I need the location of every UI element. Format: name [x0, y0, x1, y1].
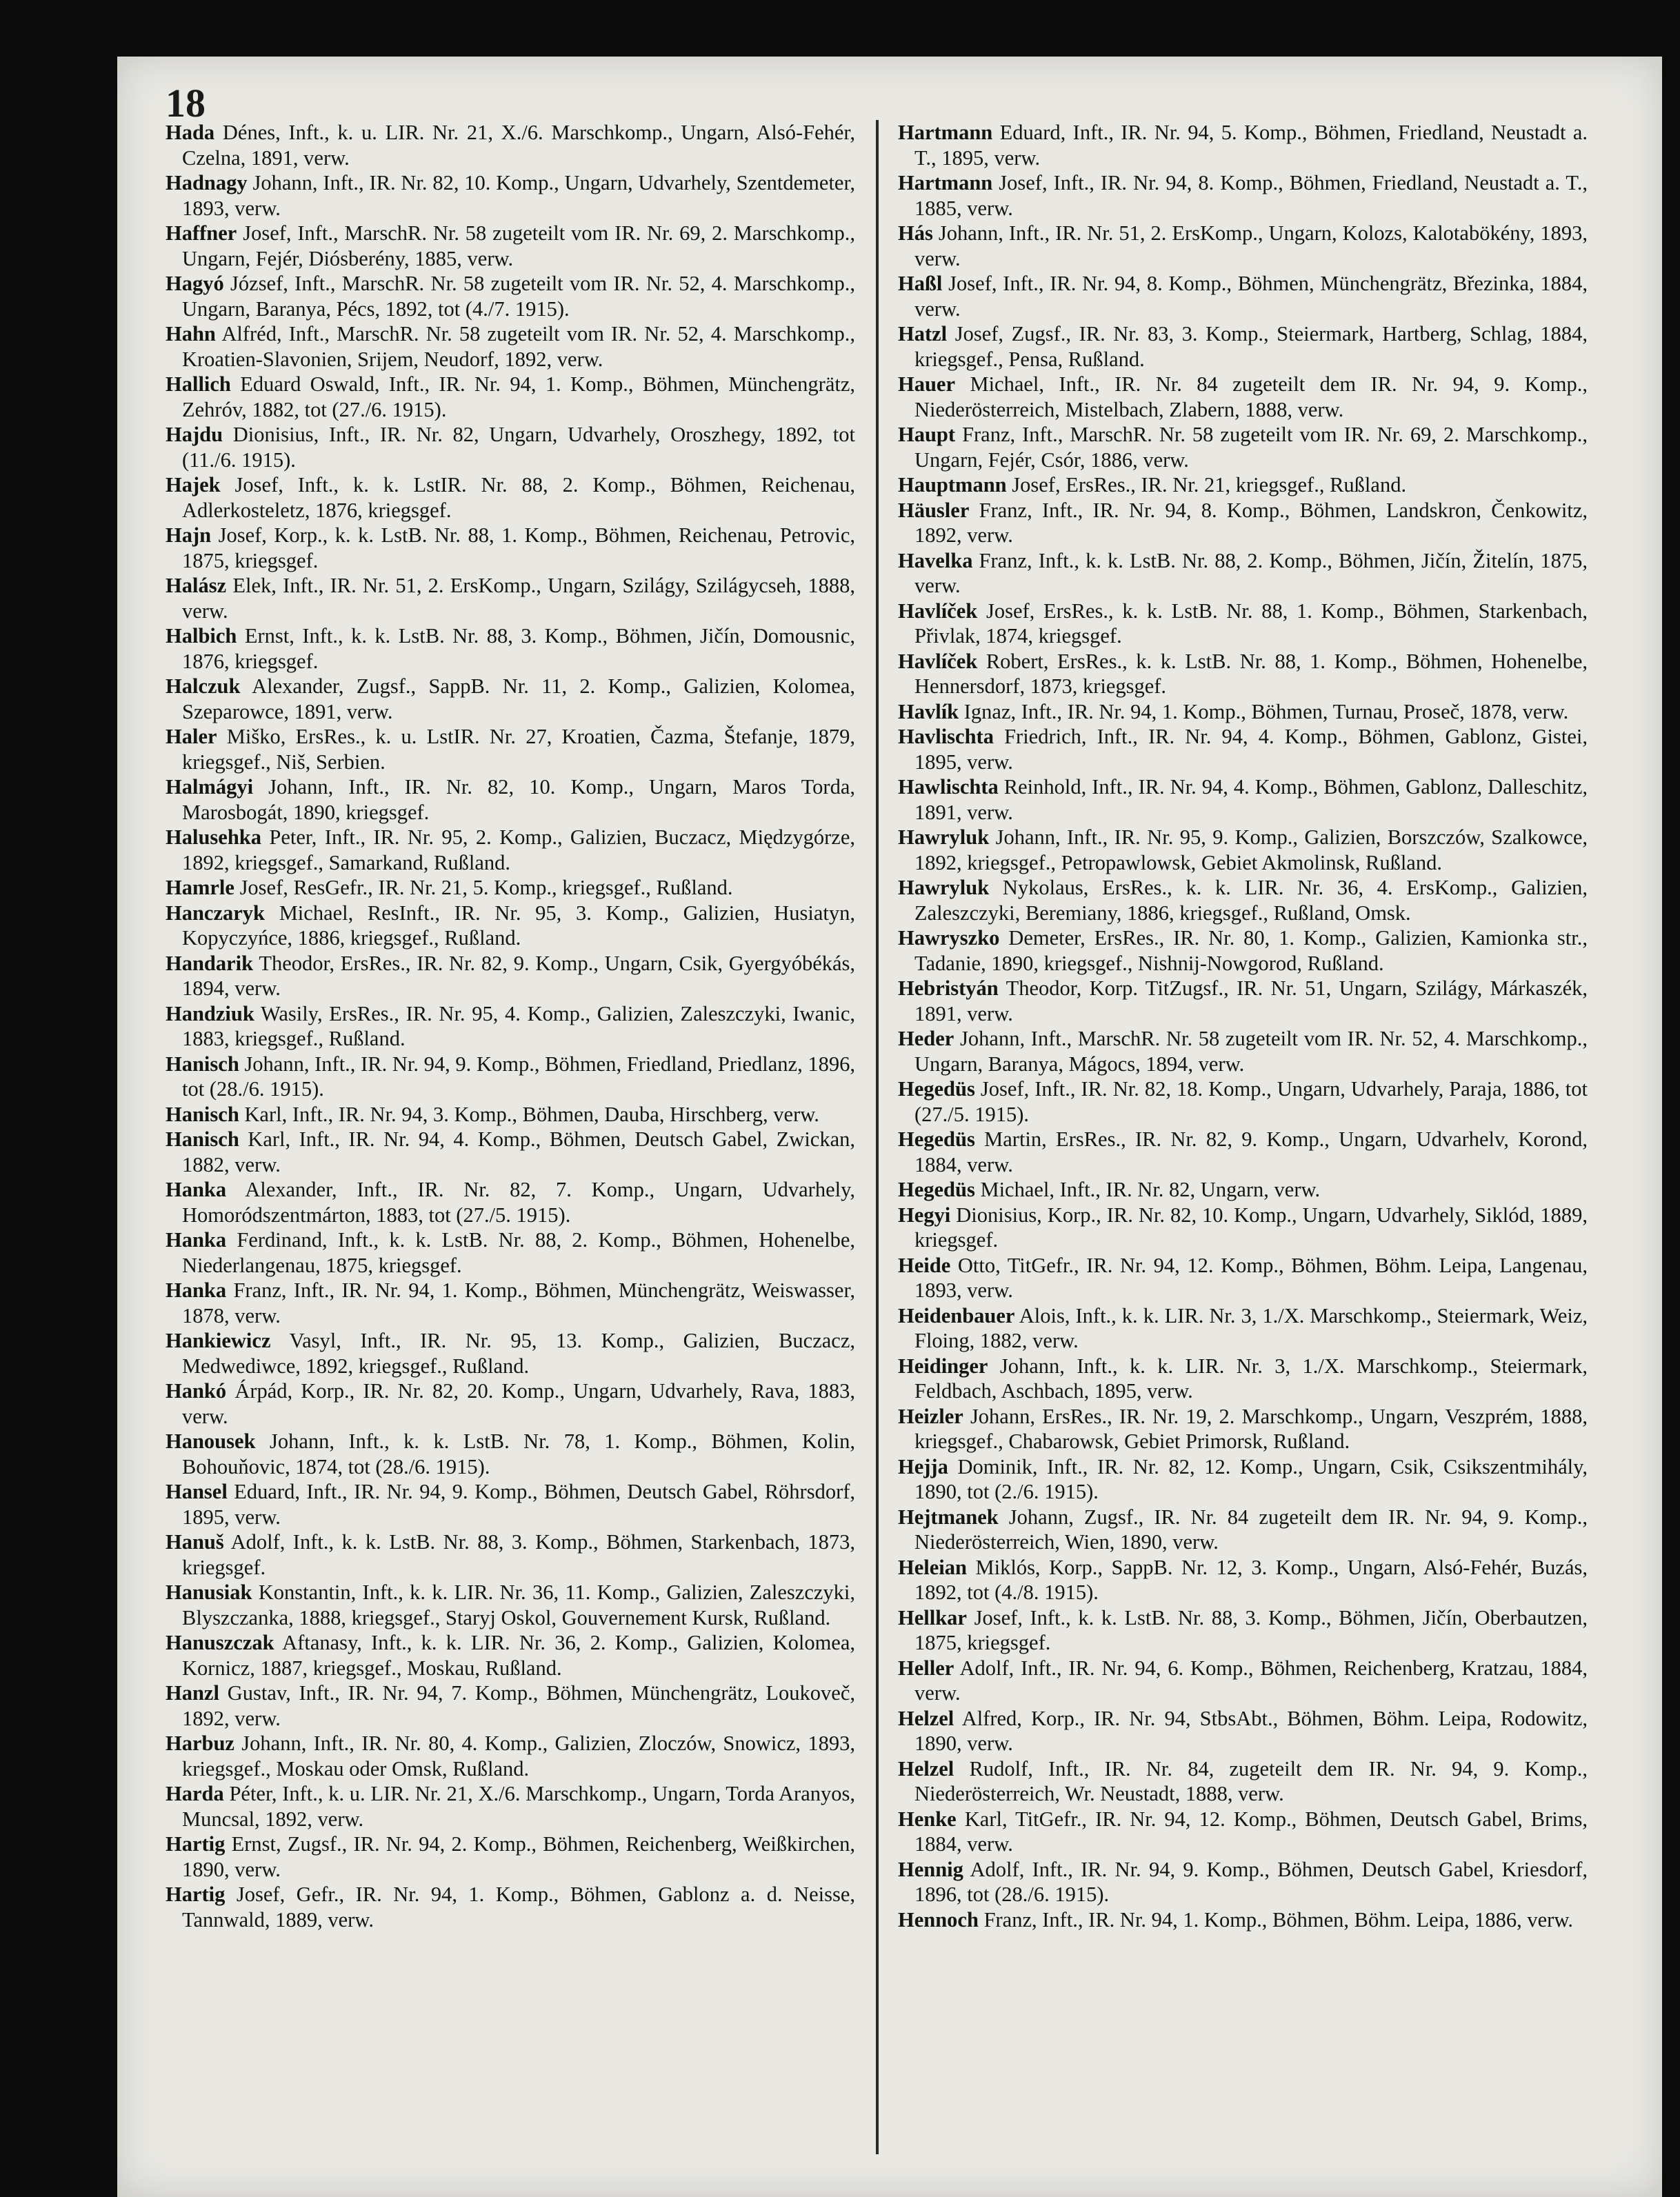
entry-details: Theodor, ErsRes., IR. Nr. 82, 9. Komp., Ungarn, Csik, Gyergyóbékás, 1894, verw. — [182, 951, 855, 1000]
register-entry — [166, 1102, 855, 1127]
entry-details: Ferdinand, Inft., k. k. LstB. Nr. 88, 2. Komp., Böhmen, Hohenelbe, Niederlangenau, 1875, kriegsgef. — [182, 1228, 855, 1277]
entry-details: Johann, Inft., k. k. LstB. Nr. 78, 1. Komp., Böhmen, Kolin, Bohouňovic, 1874, tot (28./6. 1915). — [182, 1429, 855, 1478]
entry-surname: Hanusiak — [166, 1581, 252, 1604]
register-entry — [166, 1529, 855, 1580]
entry-details: Josef, Inft., IR. Nr. 94, 8. Komp., Böhmen, Münchengrätz, Březinka, 1884, verw. — [914, 272, 1588, 321]
entry-surname: Handarik — [166, 951, 254, 975]
entry-details: Wasily, ErsRes., IR. Nr. 95, 4. Komp., Galizien, Zaleszczyki, Iwanic, 1883, kriegsgef., Rußland. — [182, 1001, 855, 1050]
register-entry — [166, 875, 855, 901]
entry-surname: Hauptmann — [898, 473, 1007, 496]
register-entry — [166, 1052, 855, 1102]
entry-surname: Hanuszczak — [166, 1631, 274, 1654]
entry-surname: Hansel — [166, 1480, 228, 1503]
entry-details: Eduard, Inft., IR. Nr. 94, 5. Komp., Böhmen, Friedland, Neustadt a. T., 1895, verw. — [914, 121, 1588, 170]
register-entry — [898, 1026, 1588, 1076]
register-entry — [166, 1278, 855, 1328]
entry-details: Adolf, Inft., IR. Nr. 94, 9. Komp., Böhmen, Deutsch Gabel, Kriesdorf, 1896, tot (28./6. 1915). — [914, 1857, 1588, 1906]
register-entry — [898, 1404, 1588, 1454]
entry-surname: Hennoch — [898, 1907, 979, 1932]
entry-surname: Heleian — [898, 1555, 967, 1579]
entry-surname: Hanka — [166, 1278, 227, 1302]
entry-surname: Hankó — [166, 1379, 227, 1403]
entry-surname: Halász — [166, 574, 227, 597]
entry-details: Alfred, Korp., IR. Nr. 94, StbsAbt., Böhmen, Böhm. Leipa, Rodowitz, 1890, verw. — [914, 1706, 1588, 1755]
entry-details: Dionisius, Inft., IR. Nr. 82, Ungarn, Udvarhely, Oroszhegy, 1892, tot (11./6. 1915). — [182, 423, 855, 472]
entry-details: Martin, ErsRes., IR. Nr. 82, 9. Komp., Ungarn, Udvarhelv, Korond, 1884, verw. — [914, 1127, 1588, 1176]
register-entry — [898, 1127, 1588, 1177]
entry-surname: Hawryszko — [898, 926, 1000, 950]
entry-details: Ernst, Zugsf., IR. Nr. 94, 2. Komp., Böhmen, Reichenberg, Weißkirchen, 1890, verw. — [182, 1832, 855, 1881]
register-entry — [166, 1681, 855, 1731]
entry-surname: Hanka — [166, 1228, 227, 1252]
entry-details: Alexander, Inft., IR. Nr. 82, 7. Komp., Ungarn, Udvarhely, Homoródszentmárton, 1883, tot (27./5. 1915). — [182, 1178, 855, 1227]
entry-details: Johann, Inft., IR. Nr. 82, 10. Komp., Ungarn, Maros Torda, Marosbogát, 1890, kriegsgef. — [182, 775, 855, 824]
register-entry — [898, 724, 1588, 774]
register-entry — [166, 951, 855, 1001]
entry-details: Josef, Inft., k. k. LstIR. Nr. 88, 2. Komp., Böhmen, Reichenau, Adlerkosteletz, 1876, kriegsgef. — [182, 473, 855, 522]
entry-details: Demeter, ErsRes., IR. Nr. 80, 1. Komp., Galizien, Kamionka str., Tadanie, 1890, kriegsgef., Nishnij-Nowgorod, Rußland. — [914, 926, 1588, 975]
entry-details: Alexander, Zugsf., SappB. Nr. 11, 2. Komp., Galizien, Kolomea, Szeparowce, 1891, verw. — [182, 674, 855, 723]
entry-details: Vasyl, Inft., IR. Nr. 95, 13. Komp., Galizien, Buczacz, Medwediwce, 1892, kriegsgef., Rußland. — [182, 1329, 855, 1378]
entry-surname: Hajek — [166, 473, 221, 496]
register-entry — [898, 699, 1588, 725]
entry-surname: Hahn — [166, 322, 216, 345]
entry-surname: Hanczaryk — [166, 901, 266, 925]
register-entry — [166, 774, 855, 825]
register-entry — [166, 623, 855, 674]
entry-details: Johann, Inft., k. k. LIR. Nr. 3, 1./X. Marschkomp., Steiermark, Feldbach, Aschbach, 1895, verw. — [914, 1354, 1588, 1403]
entry-surname: Hanka — [166, 1178, 227, 1201]
entry-surname: Heidinger — [898, 1354, 988, 1378]
register-entry — [898, 976, 1588, 1026]
entry-details: Alfréd, Inft., MarschR. Nr. 58 zugeteilt vom IR. Nr. 52, 4. Marschkomp., Kroatien-Slavonien, Srijem, Neudorf, 1892, verw. — [182, 322, 855, 371]
entry-surname: Hawryluk — [898, 825, 990, 849]
register-entry — [166, 825, 855, 875]
entry-surname: Hamrle — [166, 876, 234, 899]
entry-details: Adolf, Inft., IR. Nr. 94, 6. Komp., Böhmen, Reichenberg, Kratzau, 1884, verw. — [914, 1656, 1588, 1705]
register-entry — [166, 1001, 855, 1052]
entry-surname: Heidenbauer — [898, 1303, 1015, 1327]
register-entry — [166, 1227, 855, 1278]
entry-details: Ignaz, Inft., IR. Nr. 94, 1. Komp., Böhmen, Turnau, Proseč, 1878, verw. — [963, 699, 1569, 723]
entry-details: Konstantin, Inft., k. k. LIR. Nr. 36, 11. Komp., Galizien, Zaleszczyki, Blyszczanka, 1888, kriegsgef., Staryj Oskol, Gouvernement Kursk, Rußland. — [182, 1581, 855, 1629]
entry-surname: Hejtmanek — [898, 1505, 999, 1529]
register-entry — [898, 1605, 1588, 1656]
register-entry — [898, 498, 1588, 548]
entry-surname: Hebristyán — [898, 976, 999, 1000]
register-entry — [898, 774, 1588, 825]
entry-surname: Havlíček — [898, 599, 978, 623]
entry-details: Franz, Inft., IR. Nr. 94, 1. Komp., Böhmen, Böhm. Leipa, 1886, verw. — [983, 1907, 1574, 1932]
register-entry — [166, 1882, 855, 1932]
entry-surname: Haler — [166, 725, 217, 748]
entry-surname: Haßl — [898, 272, 943, 295]
register-entry — [166, 1731, 855, 1781]
entry-surname: Havelka — [898, 548, 973, 572]
register-entry — [166, 372, 855, 422]
entry-surname: Hawlischta — [898, 775, 999, 799]
entry-details: Otto, TitGefr., IR. Nr. 94, 12. Komp., Böhmen, Böhm. Leipa, Langenau, 1893, verw. — [914, 1253, 1588, 1302]
entry-details: Friedrich, Inft., IR. Nr. 94, 4. Komp., Böhmen, Gablonz, Gistei, 1895, verw. — [914, 725, 1588, 774]
entry-surname: Hejja — [898, 1454, 948, 1478]
register-entry — [166, 674, 855, 724]
entry-surname: Häusler — [898, 498, 970, 522]
register-entry — [898, 925, 1588, 976]
register-entry — [898, 1177, 1588, 1203]
entry-details: Franz, Inft., k. k. LstB. Nr. 88, 2. Komp., Böhmen, Jičín, Žitelín, 1875, verw. — [914, 548, 1588, 597]
register-entry — [166, 221, 855, 271]
entry-surname: Havlík — [898, 699, 959, 723]
entry-details: Josef, ErsRes., IR. Nr. 21, kriegsgef., Rußland. — [1012, 473, 1407, 496]
entry-surname: Hegedüs — [898, 1077, 975, 1101]
entry-surname: Hauer — [898, 372, 956, 396]
left-column — [166, 120, 855, 2161]
entry-surname: Hellkar — [898, 1605, 967, 1629]
entry-surname: Hartmann — [898, 171, 993, 194]
entry-surname: Helzel — [898, 1756, 954, 1780]
register-entry — [898, 1505, 1588, 1555]
entry-surname: Heizler — [898, 1404, 963, 1428]
entry-details: Josef, ResGefr., IR. Nr. 21, 5. Komp., kriegsgef., Rußland. — [239, 876, 733, 899]
entry-details: Franz, Inft., IR. Nr. 94, 8. Komp., Böhmen, Landskron, Čenkowitz, 1892, verw. — [914, 498, 1588, 547]
entry-details: Elek, Inft., IR. Nr. 51, 2. ErsKomp., Ungarn, Szilágy, Szilágycseh, 1888, verw. — [182, 574, 855, 623]
entry-details: Franz, Inft., MarschR. Nr. 58 zugeteilt vom IR. Nr. 69, 2. Marschkomp., Ungarn, Fejér, Csór, 1886, verw. — [914, 423, 1588, 472]
register-entry — [898, 321, 1588, 372]
entry-details: Josef, ErsRes., k. k. LstB. Nr. 88, 1. Komp., Böhmen, Starkenbach, Přivlak, 1874, kriegsgef. — [914, 599, 1588, 648]
register-entry — [166, 170, 855, 221]
entry-details: Michael, ResInft., IR. Nr. 95, 3. Komp., Galizien, Husiatyn, Kopyczyńce, 1886, kriegsgef., Rußland. — [182, 901, 855, 950]
entry-details: Robert, ErsRes., k. k. LstB. Nr. 88, 1. Komp., Böhmen, Hohenelbe, Hennersdorf, 1873, kriegsgef. — [914, 649, 1588, 698]
register-entry — [898, 825, 1588, 875]
entry-surname: Halczuk — [166, 674, 241, 698]
entry-surname: Henke — [898, 1807, 957, 1831]
register-entry — [898, 472, 1588, 498]
entry-surname: Heller — [898, 1656, 954, 1680]
entry-details: Rudolf, Inft., IR. Nr. 84, zugeteilt dem IR. Nr. 94, 9. Komp., Niederösterreich, Wr. Neustadt, 1888, verw. — [914, 1756, 1588, 1805]
register-entry — [166, 120, 855, 170]
register-entry — [898, 875, 1588, 925]
entry-details: Aftanasy, Inft., k. k. LIR. Nr. 36, 2. Komp., Galizien, Kolomea, Kornicz, 1887, kriegsgef., Moskau, Rußland. — [182, 1631, 855, 1680]
entry-details: Josef, Inft., IR. Nr. 82, 18. Komp., Ungarn, Udvarhely, Paraja, 1886, tot (27./5. 1915). — [914, 1077, 1588, 1126]
register-entry — [166, 901, 855, 951]
register-entry — [166, 1378, 855, 1429]
entry-details: Josef, Zugsf., IR. Nr. 83, 3. Komp., Steiermark, Hartberg, Schlag, 1884, kriegsgef., Pensa, Rußland. — [914, 322, 1588, 371]
entry-details: Josef, Gefr., IR. Nr. 94, 1. Komp., Böhmen, Gablonz a. d. Neisse, Tannwald, 1889, verw. — [182, 1883, 855, 1932]
register-entry — [166, 724, 855, 774]
entry-surname: Hegedüs — [898, 1127, 975, 1151]
register-entry — [898, 1756, 1588, 1807]
register-entry — [898, 1203, 1588, 1253]
entry-surname: Hanousek — [166, 1429, 256, 1453]
register-entry — [166, 271, 855, 321]
register-entry — [898, 1253, 1588, 1303]
register-entry — [166, 1429, 855, 1479]
register-entry — [898, 271, 1588, 321]
register-entry — [166, 1781, 855, 1832]
register-entry — [166, 1832, 855, 1882]
register-entry — [166, 422, 855, 472]
entry-details: Josef, Inft., MarschR. Nr. 58 zugeteilt vom IR. Nr. 69, 2. Marschkomp., Ungarn, Fejér, Diósberény, 1885, verw. — [182, 221, 855, 270]
entry-details: Ernst, Inft., k. k. LstB. Nr. 88, 3. Komp., Böhmen, Jičín, Domousnic, 1876, kriegsgef. — [182, 624, 855, 673]
register-entry — [898, 599, 1588, 649]
register-entry — [898, 170, 1588, 221]
entry-surname: Hadnagy — [166, 171, 248, 194]
register-entry — [898, 372, 1588, 422]
entry-details: Dominik, Inft., IR. Nr. 82, 12. Komp., Ungarn, Csik, Csikszentmihály, 1890, tot (2./6. 1915). — [914, 1454, 1588, 1503]
entry-surname: Hajdu — [166, 423, 223, 446]
entry-surname: Hada — [166, 121, 215, 144]
entry-surname: Hartig — [166, 1883, 226, 1906]
entry-surname: Halmágyi — [166, 775, 254, 799]
register-entry — [898, 1454, 1588, 1505]
entry-details: Johann, Inft., MarschR. Nr. 58 zugeteilt vom IR. Nr. 52, 4. Marschkomp., Ungarn, Baranya, Mágocs, 1894, verw. — [914, 1027, 1588, 1076]
entry-details: Miško, ErsRes., k. u. LstIR. Nr. 27, Kroatien, Čazma, Štefanje, 1879, kriegsgef., Niš, Serbien. — [182, 725, 855, 774]
entry-details: Michael, Inft., IR. Nr. 84 zugeteilt dem IR. Nr. 94, 9. Komp., Niederösterreich, Mistelbach, Zlabern, 1888, verw. — [914, 372, 1588, 421]
register-entry — [898, 1807, 1588, 1857]
entry-details: Péter, Inft., k. u. LIR. Nr. 21, X./6. Marschkomp., Ungarn, Torda Aranyos, Muncsal, 1892, verw. — [182, 1782, 855, 1831]
register-entry — [898, 548, 1588, 599]
entry-details: Josef, Korp., k. k. LstB. Nr. 88, 1. Komp., Böhmen, Reichenau, Petrovic, 1875, kriegsgef. — [182, 523, 855, 572]
entry-details: Franz, Inft., IR. Nr. 94, 1. Komp., Böhmen, Münchengrätz, Weiswasser, 1878, verw. — [182, 1278, 855, 1327]
entry-details: Johann, Zugsf., IR. Nr. 84 zugeteilt dem IR. Nr. 94, 9. Komp., Niederösterreich, Wien, 1890, verw. — [914, 1505, 1588, 1554]
entry-details: Dénes, Inft., k. u. LIR. Nr. 21, X./6. Marschkomp., Ungarn, Alsó-Fehér, Czelna, 1891, verw. — [182, 121, 855, 170]
register-entry — [898, 1656, 1588, 1706]
entry-details: Karl, TitGefr., IR. Nr. 94, 12. Komp., Böhmen, Deutsch Gabel, Brims, 1884, verw. — [914, 1807, 1588, 1856]
document-page — [117, 57, 1662, 2197]
entry-details: Karl, Inft., IR. Nr. 94, 4. Komp., Böhmen, Deutsch Gabel, Zwickan, 1882, verw. — [182, 1127, 855, 1176]
register-entry — [898, 1076, 1588, 1127]
page-number: 18 — [166, 81, 206, 126]
register-entry — [166, 1127, 855, 1177]
entry-surname: Halusehka — [166, 825, 261, 849]
entry-details: Karl, Inft., IR. Nr. 94, 3. Komp., Böhmen, Dauba, Hirschberg, verw. — [244, 1102, 819, 1126]
entry-surname: Havlischta — [898, 725, 994, 748]
register-entry — [898, 221, 1588, 271]
register-entry — [166, 321, 855, 372]
register-entry — [898, 1907, 1588, 1933]
entry-surname: Harbuz — [166, 1732, 234, 1755]
entry-details: Alois, Inft., k. k. LIR. Nr. 3, 1./X. Marschkomp., Steiermark, Weiz, Floing, 1882, verw. — [914, 1303, 1588, 1352]
register-entry — [898, 649, 1588, 699]
entry-surname: Hawryluk — [898, 876, 990, 899]
entry-details: Johann, Inft., IR. Nr. 51, 2. ErsKomp., Ungarn, Kolozs, Kalotabökény, 1893, verw. — [914, 221, 1588, 270]
register-entry — [898, 1857, 1588, 1907]
register-entry — [898, 1303, 1588, 1354]
entry-surname: Halbich — [166, 624, 237, 648]
entry-details: Eduard Oswald, Inft., IR. Nr. 94, 1. Komp., Böhmen, Münchengrätz, Zehróv, 1882, tot (27./6. 1915). — [182, 372, 855, 421]
entry-surname: Hás — [898, 221, 933, 245]
entry-details: Johann, Inft., IR. Nr. 80, 4. Komp., Galizien, Zloczów, Snowicz, 1893, kriegsgef., Moskau oder Omsk, Rußland. — [182, 1732, 855, 1780]
entry-details: Johann, ErsRes., IR. Nr. 19, 2. Marschkomp., Ungarn, Veszprém, 1888, kriegsgef., Chabarowsk, Gebiet Primorsk, Rußland. — [914, 1404, 1588, 1453]
register-entry — [166, 523, 855, 573]
entry-surname: Heder — [898, 1027, 954, 1050]
entry-surname: Hegyi — [898, 1203, 951, 1227]
entry-surname: Handziuk — [166, 1001, 254, 1025]
entry-surname: Heide — [898, 1253, 951, 1277]
entry-surname: Hagyó — [166, 272, 224, 295]
entry-surname: Hallich — [166, 372, 231, 396]
entry-surname: Hartig — [166, 1832, 226, 1856]
column-divider — [876, 120, 879, 2154]
entry-details: Reinhold, Inft., IR. Nr. 94, 4. Komp., Böhmen, Gablonz, Dalleschitz, 1891, verw. — [914, 775, 1588, 824]
entry-details: Josef, Inft., IR. Nr. 94, 8. Komp., Böhmen, Friedland, Neustadt a. T., 1885, verw. — [914, 171, 1588, 220]
entry-surname: Havlíček — [898, 649, 978, 673]
register-entry — [166, 1479, 855, 1529]
entry-details: Peter, Inft., IR. Nr. 95, 2. Komp., Galizien, Buczacz, Międzygórze, 1892, kriegsgef., Samarkand, Rußland. — [182, 825, 855, 874]
entry-surname: Hanuš — [166, 1530, 224, 1554]
entry-surname: Haupt — [898, 423, 956, 446]
entry-details: Gustav, Inft., IR. Nr. 94, 7. Komp., Böhmen, Münchengrätz, Loukoveč, 1892, verw. — [182, 1681, 855, 1730]
register-entry — [166, 472, 855, 523]
entry-details: József, Inft., MarschR. Nr. 58 zugeteilt vom IR. Nr. 52, 4. Marschkomp., Ungarn, Baranya, Pécs, 1892, tot (4./7. 1915). — [182, 272, 855, 321]
register-entry — [166, 1177, 855, 1227]
entry-surname: Hajn — [166, 523, 212, 547]
entry-details: Eduard, Inft., IR. Nr. 94, 9. Komp., Böhmen, Deutsch Gabel, Röhrsdorf, 1895, verw. — [182, 1480, 855, 1529]
entry-surname: Hanisch — [166, 1127, 239, 1151]
entry-surname: Helzel — [898, 1706, 954, 1730]
entry-details: Dionisius, Korp., IR. Nr. 82, 10. Komp., Ungarn, Udvarhely, Siklód, 1889, kriegsgef. — [914, 1203, 1588, 1252]
entry-details: Johann, Inft., IR. Nr. 94, 9. Komp., Böhmen, Friedland, Priedlanz, 1896, tot (28./6. 1915). — [182, 1052, 855, 1101]
register-entry — [898, 1354, 1588, 1404]
entry-details: Michael, Inft., IR. Nr. 82, Ungarn, verw. — [980, 1178, 1321, 1201]
register-entry — [898, 120, 1588, 170]
entry-details: Johann, Inft., IR. Nr. 82, 10. Komp., Ungarn, Udvarhely, Szentdemeter, 1893, verw. — [182, 171, 855, 220]
entry-details: Árpád, Korp., IR. Nr. 82, 20. Komp., Ungarn, Udvarhely, Rava, 1883, verw. — [182, 1379, 855, 1428]
entry-details: Nykolaus, ErsRes., k. k. LIR. Nr. 36, 4. ErsKomp., Galizien, Zaleszczyki, Beremiany, 1886, kriegsgef., Rußland, Omsk. — [914, 876, 1588, 925]
entry-details: Miklós, Korp., SappB. Nr. 12, 3. Komp., Ungarn, Alsó-Fehér, Buzás, 1892, tot (4./8. 1915). — [914, 1555, 1588, 1604]
register-entry — [166, 573, 855, 623]
register-entry — [166, 1580, 855, 1630]
entry-surname: Hankiewicz — [166, 1329, 271, 1352]
entry-surname: Hanisch — [166, 1102, 239, 1126]
right-column — [898, 120, 1588, 2161]
register-columns — [166, 120, 1628, 2161]
entry-surname: Hanisch — [166, 1052, 239, 1076]
entry-surname: Hanzl — [166, 1681, 219, 1705]
entry-surname: Hennig — [898, 1857, 963, 1881]
entry-surname: Hegedüs — [898, 1178, 975, 1201]
entry-surname: Hartmann — [898, 121, 993, 144]
register-entry — [166, 1328, 855, 1378]
register-entry — [166, 1630, 855, 1681]
entry-surname: Hatzl — [898, 322, 948, 345]
entry-details: Theodor, Korp. TitZugsf., IR. Nr. 51, Ungarn, Szilágy, Márkaszék, 1891, verw. — [914, 976, 1588, 1025]
register-entry — [898, 1706, 1588, 1756]
entry-details: Adolf, Inft., k. k. LstB. Nr. 88, 3. Komp., Böhmen, Starkenbach, 1873, kriegsgef. — [182, 1530, 855, 1579]
register-entry — [898, 422, 1588, 472]
entry-details: Johann, Inft., IR. Nr. 95, 9. Komp., Galizien, Borszczów, Szalkowce, 1892, kriegsgef., Petropawlowsk, Gebiet Akmolinsk, Rußland. — [914, 825, 1588, 874]
register-entry — [898, 1555, 1588, 1605]
entry-details: Josef, Inft., k. k. LstB. Nr. 88, 3. Komp., Böhmen, Jičín, Oberbautzen, 1875, kriegsgef. — [914, 1605, 1588, 1654]
entry-surname: Haffner — [166, 221, 237, 245]
entry-surname: Harda — [166, 1782, 224, 1805]
